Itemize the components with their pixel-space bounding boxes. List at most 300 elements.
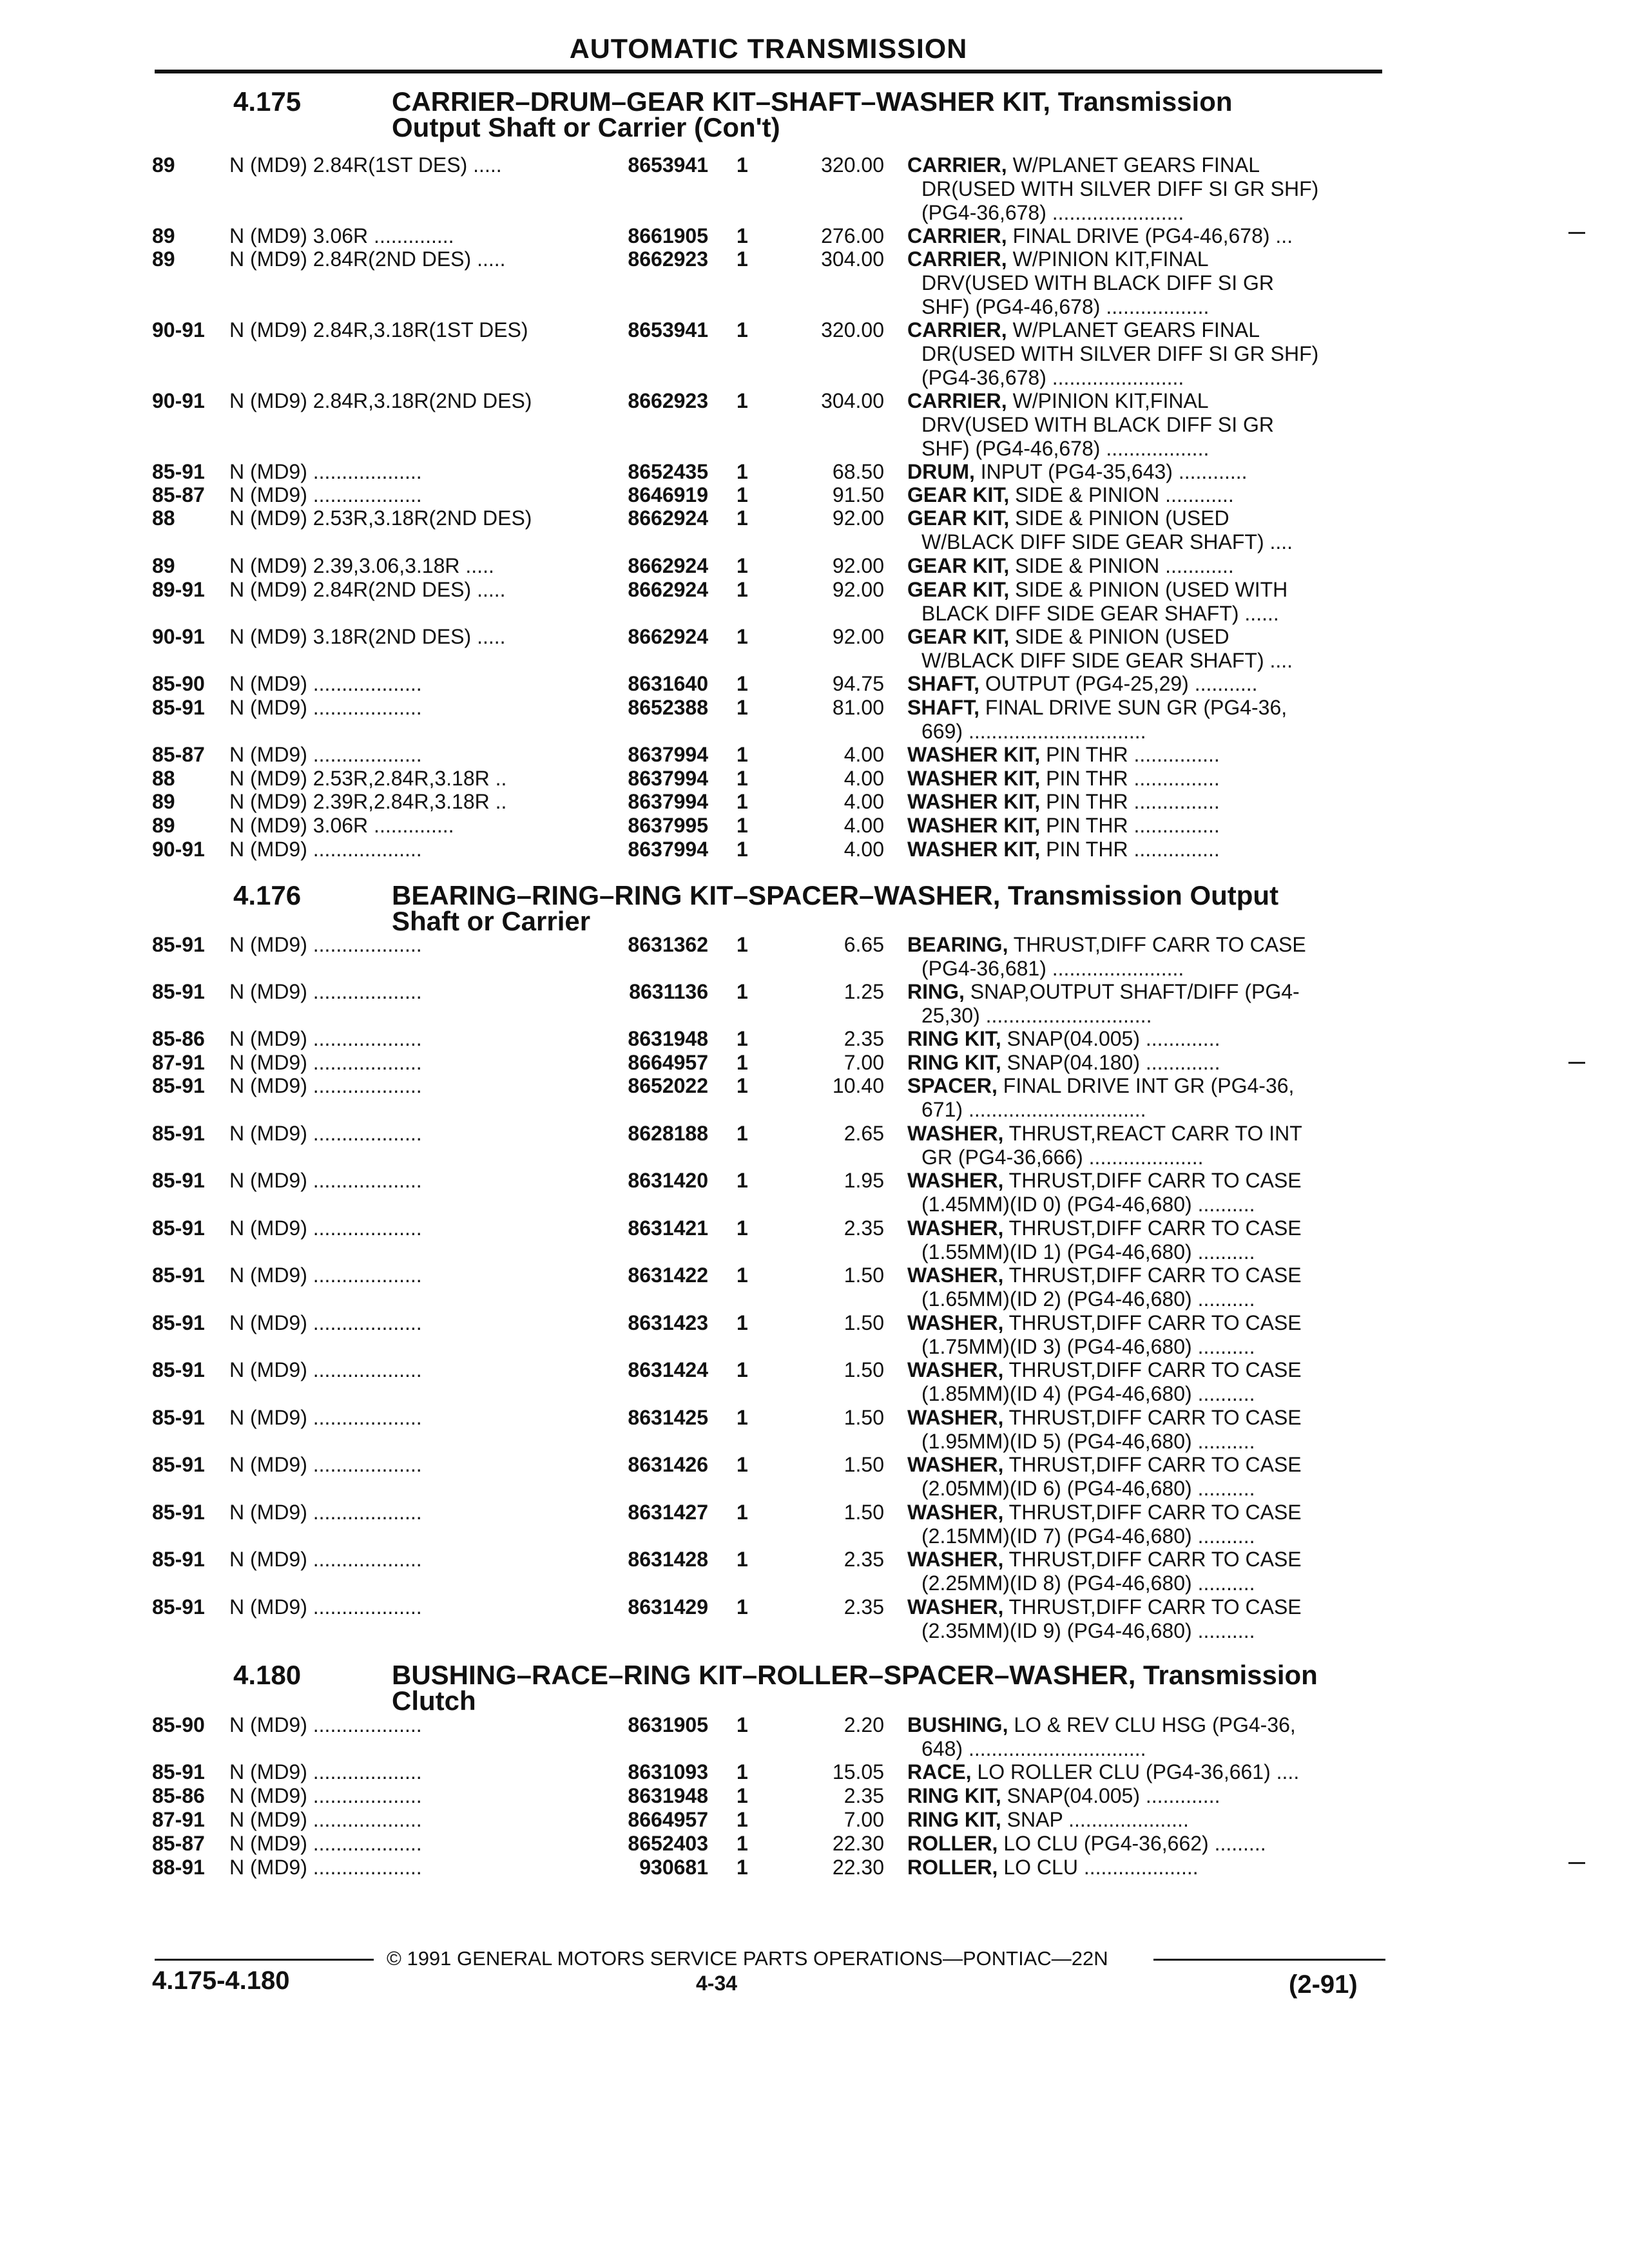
description-cell (907, 153, 1378, 225)
description-cell (907, 1856, 1378, 1879)
price-cell: 1.50 (843, 1501, 884, 1524)
part-number-cell: 8652435 (628, 460, 708, 483)
part-name: RING KIT, (907, 1027, 1001, 1050)
model-cell: N (MD9) ................... (229, 1051, 422, 1074)
quantity-cell: 1 (737, 1548, 748, 1571)
part-description: SNAP(04.005) ............. (1001, 1784, 1220, 1807)
part-description: THRUST,DIFF CARR TO CASE (1003, 1501, 1302, 1524)
description-continuation: W/BLACK DIFF SIDE GEAR SHAFT) .... (921, 649, 1293, 672)
description-cell (907, 814, 1378, 838)
model-cell: N (MD9) ................... (229, 933, 422, 956)
part-description: SIDE & PINION (USED (1009, 506, 1229, 530)
part-description: FINAL DRIVE (PG4-46,678) ... (1007, 224, 1293, 247)
price-cell: 4.00 (843, 790, 884, 813)
section-number: 4.176 (233, 880, 302, 910)
part-name: WASHER KIT, (907, 767, 1041, 790)
quantity-cell: 1 (737, 389, 748, 412)
part-description: THRUST,DIFF CARR TO CASE (1003, 1169, 1302, 1192)
price-cell: 7.00 (843, 1051, 884, 1074)
part-description: PIN THR ............... (1040, 838, 1220, 861)
description-cell (907, 767, 1378, 791)
description-cell (907, 247, 1378, 319)
quantity-cell: 1 (737, 790, 748, 813)
part-number-cell: 8631425 (628, 1406, 708, 1429)
part-number-cell: 8631948 (628, 1784, 708, 1807)
part-name: WASHER, (907, 1264, 1004, 1287)
part-description: SIDE & PINION (USED WITH (1009, 578, 1288, 601)
description-continuation: (2.05MM)(ID 6) (PG4-46,680) .......... (921, 1477, 1255, 1500)
part-number-cell: 8653941 (628, 318, 708, 341)
part-name: CARRIER, (907, 153, 1007, 177)
part-description: W/PLANET GEARS FINAL (1007, 153, 1260, 177)
quantity-cell: 1 (737, 1760, 748, 1783)
quantity-cell: 1 (737, 814, 748, 837)
section-subtitle: Output Shaft or Carrier (Con't) (392, 112, 780, 142)
quantity-cell: 1 (737, 1216, 748, 1240)
part-number-cell: 8628188 (628, 1122, 708, 1145)
price-cell: 1.50 (843, 1406, 884, 1429)
part-description: PIN THR ............... (1040, 790, 1220, 813)
model-cell: N (MD9) ................... (229, 1027, 422, 1050)
year-cell: 85-91 (152, 1760, 205, 1783)
margin-mark (1568, 1862, 1585, 1864)
part-number-cell: 930681 (639, 1856, 708, 1879)
description-cell (907, 980, 1378, 1028)
quantity-cell: 1 (737, 838, 748, 861)
quantity-cell: 1 (737, 696, 748, 719)
year-cell: 90-91 (152, 389, 205, 412)
part-name: WASHER KIT, (907, 838, 1041, 861)
part-name: DRUM, (907, 460, 975, 483)
model-cell: N (MD9) ................... (229, 1548, 422, 1571)
part-description: LO & REV CLU HSG (PG4-36, (1008, 1713, 1296, 1736)
price-cell: 15.05 (832, 1760, 884, 1783)
part-name: CARRIER, (907, 247, 1007, 271)
description-continuation: (2.15MM)(ID 7) (PG4-46,680) .......... (921, 1524, 1255, 1548)
year-cell: 89 (152, 554, 175, 577)
part-name: WASHER KIT, (907, 814, 1041, 837)
price-cell: 4.00 (843, 814, 884, 837)
part-name: GEAR KIT, (907, 554, 1010, 577)
description-cell (907, 933, 1378, 981)
quantity-cell: 1 (737, 224, 748, 247)
part-description: PIN THR ............... (1040, 743, 1220, 766)
year-cell: 88 (152, 506, 175, 530)
description-cell (907, 578, 1378, 626)
margin-mark (1568, 232, 1585, 234)
description-continuation: 648) ............................... (921, 1737, 1146, 1760)
description-cell (907, 838, 1378, 861)
part-number-cell: 8652403 (628, 1832, 708, 1855)
model-cell: N (MD9) ................... (229, 1122, 422, 1145)
part-name: WASHER, (907, 1548, 1004, 1571)
model-cell: N (MD9) ................... (229, 1216, 422, 1240)
year-cell: 85-91 (152, 1406, 205, 1429)
year-cell: 85-91 (152, 1122, 205, 1145)
section-subtitle: Clutch (392, 1686, 476, 1716)
description-continuation: (PG4-36,678) ....................... (921, 201, 1184, 224)
part-description: SIDE & PINION ............ (1009, 554, 1234, 577)
year-cell: 85-91 (152, 1311, 205, 1334)
model-cell: N (MD9) 2.84R(2ND DES) ..... (229, 247, 506, 271)
part-name: SHAFT, (907, 672, 979, 695)
part-number-cell: 8637995 (628, 814, 708, 837)
part-name: WASHER KIT, (907, 790, 1041, 813)
year-cell: 85-91 (152, 1169, 205, 1192)
model-cell: N (MD9) ................... (229, 483, 422, 506)
price-cell: 2.35 (843, 1595, 884, 1619)
year-cell: 85-86 (152, 1784, 205, 1807)
year-cell: 85-91 (152, 1501, 205, 1524)
quantity-cell: 1 (737, 1122, 748, 1145)
part-name: ROLLER, (907, 1856, 998, 1879)
quantity-cell: 1 (737, 1074, 748, 1097)
price-cell: 1.95 (843, 1169, 884, 1192)
section-title: CARRIER–DRUM–GEAR KIT–SHAFT–WASHER KIT, Transmission (392, 86, 1233, 117)
model-cell: N (MD9) ................... (229, 1784, 422, 1807)
description-cell (907, 389, 1378, 461)
part-description: LO CLU .................... (998, 1856, 1199, 1879)
price-cell: 320.00 (821, 153, 884, 177)
description-continuation: SHF) (PG4-46,678) .................. (921, 437, 1210, 460)
part-name: ROLLER, (907, 1832, 998, 1855)
year-cell: 85-91 (152, 1358, 205, 1381)
part-description: THRUST,DIFF CARR TO CASE (1003, 1216, 1302, 1240)
price-cell: 2.35 (843, 1027, 884, 1050)
part-number-cell: 8631428 (628, 1548, 708, 1571)
part-name: WASHER, (907, 1169, 1004, 1192)
description-continuation: DRV(USED WITH BLACK DIFF SI GR (921, 271, 1275, 294)
description-continuation: GR (PG4-36,666) .................... (921, 1146, 1204, 1169)
year-cell: 85-91 (152, 696, 205, 719)
quantity-cell: 1 (737, 1358, 748, 1381)
part-description: THRUST,DIFF CARR TO CASE (1003, 1595, 1302, 1619)
quantity-cell: 1 (737, 247, 748, 271)
year-cell: 89-91 (152, 578, 205, 601)
part-description: THRUST,REACT CARR TO INT (1003, 1122, 1302, 1145)
description-cell (907, 1074, 1378, 1122)
part-number-cell: 8631362 (628, 933, 708, 956)
description-cell (907, 672, 1378, 696)
description-cell (907, 625, 1378, 673)
description-cell (907, 460, 1378, 484)
part-name: RING KIT, (907, 1051, 1001, 1074)
part-name: WASHER, (907, 1501, 1004, 1524)
description-continuation: W/BLACK DIFF SIDE GEAR SHAFT) .... (921, 530, 1293, 553)
quantity-cell: 1 (737, 578, 748, 601)
part-number-cell: 8631427 (628, 1501, 708, 1524)
year-cell: 85-87 (152, 483, 205, 506)
model-cell: N (MD9) ................... (229, 672, 422, 695)
part-description: OUTPUT (PG4-25,29) ........... (979, 672, 1258, 695)
quantity-cell: 1 (737, 1784, 748, 1807)
description-continuation: (2.25MM)(ID 8) (PG4-46,680) .......... (921, 1571, 1255, 1595)
part-description: SNAP ..................... (1001, 1808, 1189, 1831)
description-cell (907, 1264, 1378, 1311)
quantity-cell: 1 (737, 1453, 748, 1476)
quantity-cell: 1 (737, 767, 748, 790)
description-cell (907, 1548, 1378, 1595)
part-description: PIN THR ............... (1040, 767, 1220, 790)
price-cell: 1.50 (843, 1311, 884, 1334)
part-number-cell: 8662924 (628, 506, 708, 530)
part-description: W/PINION KIT,FINAL (1007, 389, 1209, 412)
year-cell: 88-91 (152, 1856, 205, 1879)
model-cell: N (MD9) ................... (229, 1358, 422, 1381)
year-cell: 85-91 (152, 980, 205, 1003)
model-cell: N (MD9) ................... (229, 1808, 422, 1831)
part-number-cell: 8646919 (628, 483, 708, 506)
quantity-cell: 1 (737, 1501, 748, 1524)
description-continuation: (1.85MM)(ID 4) (PG4-46,680) .......... (921, 1382, 1255, 1405)
model-cell: N (MD9) ................... (229, 1501, 422, 1524)
footer-copyright: © 1991 GENERAL MOTORS SERVICE PARTS OPERATIONS—PONTIAC—22N (387, 1947, 1108, 1970)
part-name: GEAR KIT, (907, 625, 1010, 648)
model-cell: N (MD9) ................... (229, 460, 422, 483)
price-cell: 4.00 (843, 767, 884, 790)
description-cell (907, 1808, 1378, 1832)
quantity-cell: 1 (737, 743, 748, 766)
price-cell: 92.00 (832, 578, 884, 601)
part-name: CARRIER, (907, 389, 1007, 412)
part-name: GEAR KIT, (907, 578, 1010, 601)
part-description: THRUST,DIFF CARR TO CASE (1008, 933, 1306, 956)
part-name: GEAR KIT, (907, 506, 1010, 530)
year-cell: 90-91 (152, 838, 205, 861)
description-cell (907, 1169, 1378, 1216)
year-cell: 85-90 (152, 672, 205, 695)
part-description: INPUT (PG4-35,643) ............ (974, 460, 1248, 483)
quantity-cell: 1 (737, 1027, 748, 1050)
part-name: GEAR KIT, (907, 483, 1010, 506)
price-cell: 10.40 (832, 1074, 884, 1097)
year-cell: 90-91 (152, 625, 205, 648)
description-continuation: (1.65MM)(ID 2) (PG4-46,680) .......... (921, 1287, 1255, 1311)
description-continuation: DR(USED WITH SILVER DIFF SI GR SHF) (921, 177, 1319, 200)
part-name: WASHER, (907, 1216, 1004, 1240)
description-cell (907, 1832, 1378, 1856)
quantity-cell: 1 (737, 625, 748, 648)
model-cell: N (MD9) ................... (229, 1074, 422, 1097)
part-number-cell: 8662923 (628, 247, 708, 271)
price-cell: 92.00 (832, 554, 884, 577)
quantity-cell: 1 (737, 483, 748, 506)
part-number-cell: 8637994 (628, 790, 708, 813)
part-name: WASHER, (907, 1595, 1004, 1619)
part-name: SHAFT, (907, 696, 979, 719)
model-cell: N (MD9) 3.06R .............. (229, 814, 454, 837)
part-number-cell: 8653941 (628, 153, 708, 177)
model-cell: N (MD9) 2.84R,3.18R(1ST DES) (229, 318, 528, 341)
description-continuation: BLACK DIFF SIDE GEAR SHAFT) ...... (921, 602, 1279, 625)
model-cell: N (MD9) ................... (229, 1595, 422, 1619)
year-cell: 90-91 (152, 318, 205, 341)
model-cell: N (MD9) 3.06R .............. (229, 224, 454, 247)
part-number-cell: 8652022 (628, 1074, 708, 1097)
description-cell (907, 696, 1378, 744)
description-cell (907, 506, 1378, 554)
part-description: THRUST,DIFF CARR TO CASE (1003, 1264, 1302, 1287)
description-continuation: (1.55MM)(ID 1) (PG4-46,680) .......... (921, 1240, 1255, 1264)
description-cell (907, 1713, 1378, 1761)
year-cell: 85-91 (152, 933, 205, 956)
year-cell: 85-91 (152, 460, 205, 483)
description-continuation: DRV(USED WITH BLACK DIFF SI GR (921, 413, 1275, 436)
description-cell (907, 1216, 1378, 1264)
price-cell: 81.00 (832, 696, 884, 719)
part-name: WASHER, (907, 1406, 1004, 1429)
quantity-cell: 1 (737, 1713, 748, 1736)
description-cell (907, 1595, 1378, 1643)
year-cell: 89 (152, 224, 175, 247)
part-description: THRUST,DIFF CARR TO CASE (1003, 1453, 1302, 1476)
price-cell: 2.35 (843, 1216, 884, 1240)
section-number: 4.180 (233, 1660, 302, 1690)
model-cell: N (MD9) ................... (229, 838, 422, 861)
price-cell: 304.00 (821, 247, 884, 271)
description-continuation: (1.75MM)(ID 3) (PG4-46,680) .......... (921, 1335, 1255, 1358)
part-description: FINAL DRIVE INT GR (PG4-36, (997, 1074, 1295, 1097)
quantity-cell: 1 (737, 1169, 748, 1192)
part-number-cell: 8637994 (628, 767, 708, 790)
part-description: W/PINION KIT,FINAL (1007, 247, 1209, 271)
part-name: RING KIT, (907, 1808, 1001, 1831)
part-name: WASHER KIT, (907, 743, 1041, 766)
description-cell (907, 1051, 1378, 1075)
quantity-cell: 1 (737, 672, 748, 695)
description-cell (907, 554, 1378, 578)
part-description: THRUST,DIFF CARR TO CASE (1003, 1548, 1302, 1571)
part-description: THRUST,DIFF CARR TO CASE (1003, 1406, 1302, 1429)
part-description: THRUST,DIFF CARR TO CASE (1003, 1311, 1302, 1334)
price-cell: 92.00 (832, 506, 884, 530)
model-cell: N (MD9) 2.39R,2.84R,3.18R .. (229, 790, 507, 813)
part-description: SIDE & PINION (USED (1009, 625, 1229, 648)
price-cell: 6.65 (843, 933, 884, 956)
section-title: BUSHING–RACE–RING KIT–ROLLER–SPACER–WASHER, Transmission (392, 1660, 1318, 1690)
quantity-cell: 1 (737, 980, 748, 1003)
year-cell: 85-91 (152, 1595, 205, 1619)
model-cell: N (MD9) ................... (229, 1406, 422, 1429)
part-description: LO CLU (PG4-36,662) ......... (998, 1832, 1266, 1855)
part-description: SNAP(04.180) ............. (1001, 1051, 1220, 1074)
section-title: BEARING–RING–RING KIT–SPACER–WASHER, Transmission Output (392, 880, 1279, 910)
year-cell: 89 (152, 814, 175, 837)
quantity-cell: 1 (737, 554, 748, 577)
quantity-cell: 1 (737, 1595, 748, 1619)
price-cell: 68.50 (832, 460, 884, 483)
price-cell: 2.65 (843, 1122, 884, 1145)
year-cell: 89 (152, 790, 175, 813)
part-description: W/PLANET GEARS FINAL (1007, 318, 1260, 341)
model-cell: N (MD9) 3.18R(2ND DES) ..... (229, 625, 506, 648)
description-cell (907, 1027, 1378, 1051)
year-cell: 89 (152, 247, 175, 271)
part-number-cell: 8664957 (628, 1051, 708, 1074)
description-cell (907, 1358, 1378, 1406)
model-cell: N (MD9) ................... (229, 743, 422, 766)
part-description: FINAL DRIVE SUN GR (PG4-36, (979, 696, 1287, 719)
footer-rule-left (155, 1959, 374, 1961)
model-cell: N (MD9) ................... (229, 1760, 422, 1783)
part-name: RING KIT, (907, 1784, 1001, 1807)
section-subtitle: Shaft or Carrier (392, 906, 591, 936)
year-cell: 85-91 (152, 1453, 205, 1476)
description-continuation: SHF) (PG4-46,678) .................. (921, 295, 1210, 318)
part-number-cell: 8652388 (628, 696, 708, 719)
description-cell (907, 318, 1378, 390)
part-name: SPACER, (907, 1074, 998, 1097)
description-continuation: 671) ............................... (921, 1098, 1146, 1121)
section-number: 4.175 (233, 86, 302, 117)
year-cell: 85-91 (152, 1548, 205, 1571)
quantity-cell: 1 (737, 1264, 748, 1287)
description-cell (907, 1453, 1378, 1501)
part-name: BUSHING, (907, 1713, 1008, 1736)
price-cell: 1.50 (843, 1358, 884, 1381)
price-cell: 7.00 (843, 1808, 884, 1831)
part-number-cell: 8631429 (628, 1595, 708, 1619)
year-cell: 85-91 (152, 1074, 205, 1097)
year-cell: 87-91 (152, 1808, 205, 1831)
part-number-cell: 8662924 (628, 625, 708, 648)
year-cell: 85-87 (152, 743, 205, 766)
price-cell: 1.50 (843, 1264, 884, 1287)
model-cell: N (MD9) 2.84R,3.18R(2ND DES) (229, 389, 532, 412)
model-cell: N (MD9) 2.84R(2ND DES) ..... (229, 578, 506, 601)
part-number-cell: 8631948 (628, 1027, 708, 1050)
part-number-cell: 8662924 (628, 554, 708, 577)
description-cell (907, 1501, 1378, 1548)
description-continuation: DR(USED WITH SILVER DIFF SI GR SHF) (921, 342, 1319, 365)
quantity-cell: 1 (737, 318, 748, 341)
quantity-cell: 1 (737, 1406, 748, 1429)
part-description: THRUST,DIFF CARR TO CASE (1003, 1358, 1302, 1381)
header-rule (155, 70, 1382, 73)
price-cell: 4.00 (843, 838, 884, 861)
price-cell: 304.00 (821, 389, 884, 412)
price-cell: 91.50 (832, 483, 884, 506)
price-cell: 2.20 (843, 1713, 884, 1736)
quantity-cell: 1 (737, 1856, 748, 1879)
model-cell: N (MD9) 2.53R,3.18R(2ND DES) (229, 506, 532, 530)
model-cell: N (MD9) 2.39,3.06,3.18R ..... (229, 554, 494, 577)
part-description: LO ROLLER CLU (PG4-36,661) .... (971, 1760, 1300, 1783)
year-cell: 85-90 (152, 1713, 205, 1736)
quantity-cell: 1 (737, 153, 748, 177)
description-continuation: (PG4-36,681) ....................... (921, 957, 1184, 980)
description-cell (907, 1122, 1378, 1169)
part-description: SNAP(04.005) ............. (1001, 1027, 1220, 1050)
part-name: CARRIER, (907, 318, 1007, 341)
part-description: PIN THR ............... (1040, 814, 1220, 837)
description-continuation: (1.45MM)(ID 0) (PG4-46,680) .......... (921, 1193, 1255, 1216)
model-cell: N (MD9) 2.84R(1ST DES) ..... (229, 153, 502, 177)
year-cell: 85-91 (152, 1216, 205, 1240)
year-cell: 85-91 (152, 1264, 205, 1287)
description-continuation: (PG4-36,678) ....................... (921, 366, 1184, 389)
description-continuation: 25,30) ............................. (921, 1004, 1152, 1027)
year-cell: 89 (152, 153, 175, 177)
model-cell: N (MD9) ................... (229, 1713, 422, 1736)
footer-section-range: 4.175-4.180 (152, 1966, 290, 1995)
footer-rule-right (1153, 1959, 1385, 1961)
model-cell: N (MD9) ................... (229, 1311, 422, 1334)
price-cell: 320.00 (821, 318, 884, 341)
price-cell: 22.30 (832, 1832, 884, 1855)
quantity-cell: 1 (737, 506, 748, 530)
quantity-cell: 1 (737, 460, 748, 483)
